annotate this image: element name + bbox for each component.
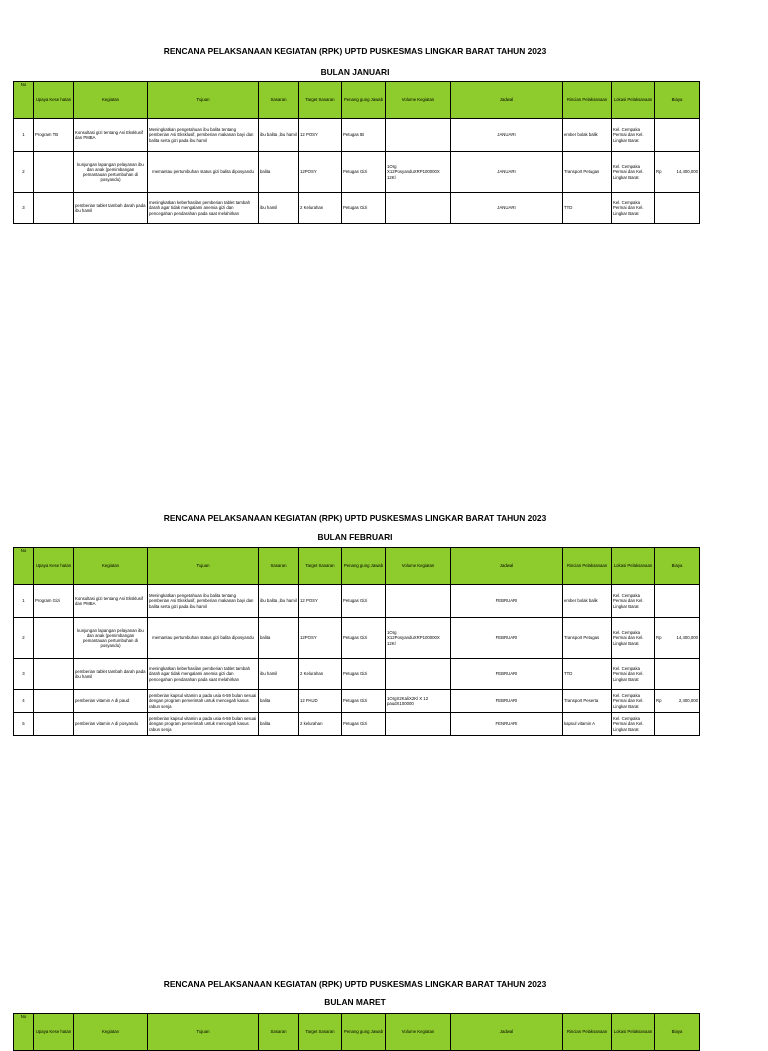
column-header: Tujuan [148, 82, 259, 119]
cell-pj: Petugas Gizi [342, 193, 386, 224]
table-row [14, 713, 700, 736]
cell-rincian: ember bolak balik [563, 119, 612, 152]
column-header: Sasaran [259, 548, 299, 585]
cell-jadwal: FENRUARI [451, 713, 563, 736]
cell-no: 5 [14, 713, 34, 736]
cell-rincian: ember bolak balik [563, 585, 612, 618]
column-header: Upaya Kese hatan [34, 548, 74, 585]
cell-lokasi: Kel. Cempaka Permai dan Kel. Lingkar Barat [612, 713, 655, 736]
amount-value: 2,400,000 [678, 698, 698, 704]
cell-pj: Petugas Gizi [342, 713, 386, 736]
column-header: Volume Kegiatan [386, 1014, 451, 1051]
cell-pj: Petugas Gizi [342, 152, 386, 193]
column-header: No [14, 1014, 34, 1051]
cell-target: 2 Kelurahan [299, 659, 342, 690]
column-header: Rincian Pelaksanaan [563, 1014, 612, 1051]
cell-no: 2 [14, 618, 34, 659]
cell-rincian: Transport Peserta [563, 690, 612, 713]
cell-biaya [655, 585, 700, 618]
document-title: RENCANA PELAKSANAAN KEGIATAN (RPK) UPTD PUSKESMAS LINGKAR BARAT TAHUN 2023 [163, 513, 547, 523]
cell-lokasi: Kel. Cempaka Permai dan Kel. Lingkar Barat [612, 618, 655, 659]
cell-target: 2 Kelurahan [299, 193, 342, 224]
cell-sasaran: ibu hamil [259, 659, 299, 690]
column-header: Jadwal [451, 82, 563, 119]
cell-target: 12 POSY [299, 119, 342, 152]
cell-volume: 1Org X12PosyanduXRP100000X 12Kl [386, 152, 451, 193]
amount-value: 14,400,000 [676, 635, 698, 641]
month-heading: BULAN FEBRUARI [317, 532, 393, 542]
column-header: Rincian Pelaksanaan [563, 82, 612, 119]
cell-tujuan: pemberian kapsul vitamin a pada usia 6-59 bulan sesuai dengan program pemerintah untuk mencegah kasus rabun senja [148, 690, 259, 713]
column-header: Volume Kegiatan [386, 548, 451, 585]
cell-no: 2 [14, 152, 34, 193]
cell-lokasi: Kel. Cempaka Permai dan Kel. Lingkar Barat [612, 659, 655, 690]
cell-no: 1 [14, 119, 34, 152]
cell-upaya [34, 690, 74, 713]
column-header: Jadwal [451, 548, 563, 585]
cell-target: 12 PAUD [299, 690, 342, 713]
cell-upaya: Program TB [34, 119, 74, 152]
column-header: Upaya Kese hatan [34, 82, 74, 119]
cell-upaya [34, 659, 74, 690]
column-header: Rincian Pelaksanaan [563, 548, 612, 585]
cell-no: 3 [14, 193, 34, 224]
cell-upaya [34, 713, 74, 736]
column-header: Target Sasaran [299, 82, 342, 119]
document-title: RENCANA PELAKSANAAN KEGIATAN (RPK) UPTD PUSKESMAS LINGKAR BARAT TAHUN 2023 [163, 979, 547, 989]
column-header: Biaya [655, 82, 700, 119]
cell-jadwal: JANUARI [451, 152, 563, 193]
currency-label: Rp [656, 635, 662, 641]
rpk-table-maret [13, 1013, 700, 1051]
cell-biaya [655, 713, 700, 736]
cell-volume [386, 193, 451, 224]
cell-sasaran: ibu balita ,ibu hamil [259, 585, 299, 618]
table-row [14, 119, 700, 152]
cell-no: 1 [14, 585, 34, 618]
cell-tujuan: meningkatkan keberhasilan pemberian tablet tambah darah agar tidak mengalami anemia gizi dan pencegahan pendarahan pada saat melahirkan [148, 193, 259, 224]
cell-sasaran: balita [259, 152, 299, 193]
cell-biaya [655, 690, 700, 713]
column-header: Penang gung Jawab [342, 548, 386, 585]
cell-volume: 1OrgX2KaliX2Kl X 12 paudX100000 [386, 690, 451, 713]
cell-upaya: Program Gizi [34, 585, 74, 618]
column-header: Lokasi Pelaksanaan [612, 82, 655, 119]
column-header: Tujuan [148, 548, 259, 585]
column-header: Sasaran [259, 82, 299, 119]
cell-upaya [34, 618, 74, 659]
cell-tujuan: pemberian kapsul vitamin a pada usia 6-59 bulan sesuai dengan program pemerintah untuk mencegah kasus rabun senja [148, 713, 259, 736]
cell-volume [386, 713, 451, 736]
cell-tujuan: memantau pertumbuhan status gizi balita diposyandu [148, 618, 259, 659]
cell-jadwal: FEBRUARI [451, 659, 563, 690]
cell-tujuan: memantau pertumbuhan status gizi balita diposyandu [148, 152, 259, 193]
cell-tujuan: meningkatkan keberhasilan pemberian tablet tambah darah agar tidak mengalami anemia gizi dan pencegahan pendarahan pada saat melahirkan [148, 659, 259, 690]
cell-pj: Petugas Gizi [342, 690, 386, 713]
table-row [14, 618, 700, 659]
column-header: Penang gung Jawab [342, 1014, 386, 1051]
column-header: Sasaran [259, 1014, 299, 1051]
cell-target: 2 kelurahan [299, 713, 342, 736]
month-heading: BULAN MARET [324, 997, 386, 1007]
cell-rincian: Transport Petugas [563, 152, 612, 193]
cell-lokasi: Kel. Cempaka Permai dan Kel. Lingkar Barat [612, 152, 655, 193]
column-header: Target Sasaran [299, 548, 342, 585]
column-header: Kegiatan [74, 82, 148, 119]
cell-pj: Petugas Gizi [342, 659, 386, 690]
cell-target: 12POSY [299, 152, 342, 193]
cell-sasaran: balita [259, 690, 299, 713]
cell-pj: Petugas Gizi [342, 618, 386, 659]
table-row [14, 152, 700, 193]
cell-kegiatan: pemberian vitamin A di posyandu [74, 713, 148, 736]
cell-no: 3 [14, 659, 34, 690]
cell-biaya [655, 152, 700, 193]
cell-kegiatan: pemberian tablet tambah darah pada ibu hamil [74, 659, 148, 690]
cell-jadwal: FEBRUARI [451, 585, 563, 618]
cell-kegiatan: kunjungan lapangan pelayanan ibu dan anak (pemimbangan pemantauan pertumbuhan di posyandu) [74, 618, 148, 659]
cell-biaya [655, 659, 700, 690]
column-header: Jadwal [451, 1014, 563, 1051]
cell-kegiatan: Konsultasi gizi tentang Asi Eksklusif dan PMBA [74, 119, 148, 152]
cell-pj: Petugas tB [342, 119, 386, 152]
cell-upaya [34, 152, 74, 193]
table-row [14, 585, 700, 618]
cell-lokasi: Kel. Cempaka Permai dan Kel. Lingkar Barat [612, 193, 655, 224]
column-header: Kegiatan [74, 1014, 148, 1051]
table-row [14, 193, 700, 224]
cell-kegiatan: pemberian tablet tambah darah pada ibu hamil [74, 193, 148, 224]
document-title: RENCANA PELAKSANAAN KEGIATAN (RPK) UPTD PUSKESMAS LINGKAR BARAT TAHUN 2023 [163, 46, 547, 56]
table-row [14, 659, 700, 690]
cell-rincian: kapsul vitamin A [563, 713, 612, 736]
currency-label: Rp [656, 698, 662, 704]
cell-volume: 1Org X12PosyanduXRP100000X 12Kl [386, 618, 451, 659]
column-header: Lokasi Pelaksanaan [612, 1014, 655, 1051]
column-header: No [14, 82, 34, 119]
amount-value: 14,400,000 [676, 169, 698, 175]
table-header-row [14, 548, 700, 585]
rpk-table-januari [13, 81, 700, 224]
currency-label: Rp [656, 169, 662, 175]
column-header: Biaya [655, 548, 700, 585]
cell-kegiatan: Konsultasi gizi tentang Asi Eksklusif dan PMBA [74, 585, 148, 618]
cell-lokasi: Kel. Cempaka Permai dan Kel. Lingkar Barat [612, 119, 655, 152]
cell-sasaran: balita [259, 713, 299, 736]
column-header: Tujuan [148, 1014, 259, 1051]
cell-volume [386, 585, 451, 618]
cell-sasaran: ibu balita ,ibu hamil [259, 119, 299, 152]
table-row [14, 690, 700, 713]
cell-jadwal: JANUARI [451, 119, 563, 152]
cell-pj: Petugas Gizi [342, 585, 386, 618]
cell-rincian: TTD [563, 193, 612, 224]
cell-sasaran: balita [259, 618, 299, 659]
cell-biaya [655, 119, 700, 152]
cell-tujuan: Meningkatkan pengetahuan ibu balita tentang pemberian Asi Eksklusif, pemberian makanan bayi dan balita serta gizi pada ibu hamil [148, 585, 259, 618]
cell-jadwal: FEBRUARI [451, 690, 563, 713]
table-header-row [14, 82, 700, 119]
column-header: Kegiatan [74, 548, 148, 585]
cell-volume [386, 659, 451, 690]
cell-sasaran: ibu hamil [259, 193, 299, 224]
cell-jadwal: JANUARI [451, 193, 563, 224]
cell-volume [386, 119, 451, 152]
cell-kegiatan: kunjungan lapangan pelayanan ibu dan anak (pemimbangan pemantauan pertumbuhan di posyandu) [74, 152, 148, 193]
column-header: No [14, 548, 34, 585]
cell-tujuan: Meningkatkan pengetahuan ibu balita tentang pemberian Asi Eksklusif, pemberian makanan bayi dan balita serta gizi pada ibu hamil [148, 119, 259, 152]
cell-jadwal: FEBRUARI [451, 618, 563, 659]
cell-lokasi: Kel. Cempaka Permai dan Kel. Lingkar Barat [612, 585, 655, 618]
cell-kegiatan: pemberian vitamin A di paud [74, 690, 148, 713]
column-header: Volume Kegiatan [386, 82, 451, 119]
cell-rincian: TTD [563, 659, 612, 690]
cell-biaya [655, 193, 700, 224]
table-header-row [14, 1014, 700, 1051]
cell-target: 12POSY [299, 618, 342, 659]
month-heading: BULAN JANUARI [320, 67, 390, 77]
column-header: Biaya [655, 1014, 700, 1051]
column-header: Target Sasaran [299, 1014, 342, 1051]
column-header: Lokasi Pelaksanaan [612, 548, 655, 585]
column-header: Upaya Kese hatan [34, 1014, 74, 1051]
rpk-table-februari [13, 547, 700, 736]
cell-rincian: Transport Petugas [563, 618, 612, 659]
cell-biaya [655, 618, 700, 659]
cell-upaya [34, 193, 74, 224]
cell-target: 12 POSY [299, 585, 342, 618]
column-header: Penang gung Jawab [342, 82, 386, 119]
cell-no: 4 [14, 690, 34, 713]
cell-lokasi: Kel. Cempaka Permai dan Kel. Lingkar Barat [612, 690, 655, 713]
